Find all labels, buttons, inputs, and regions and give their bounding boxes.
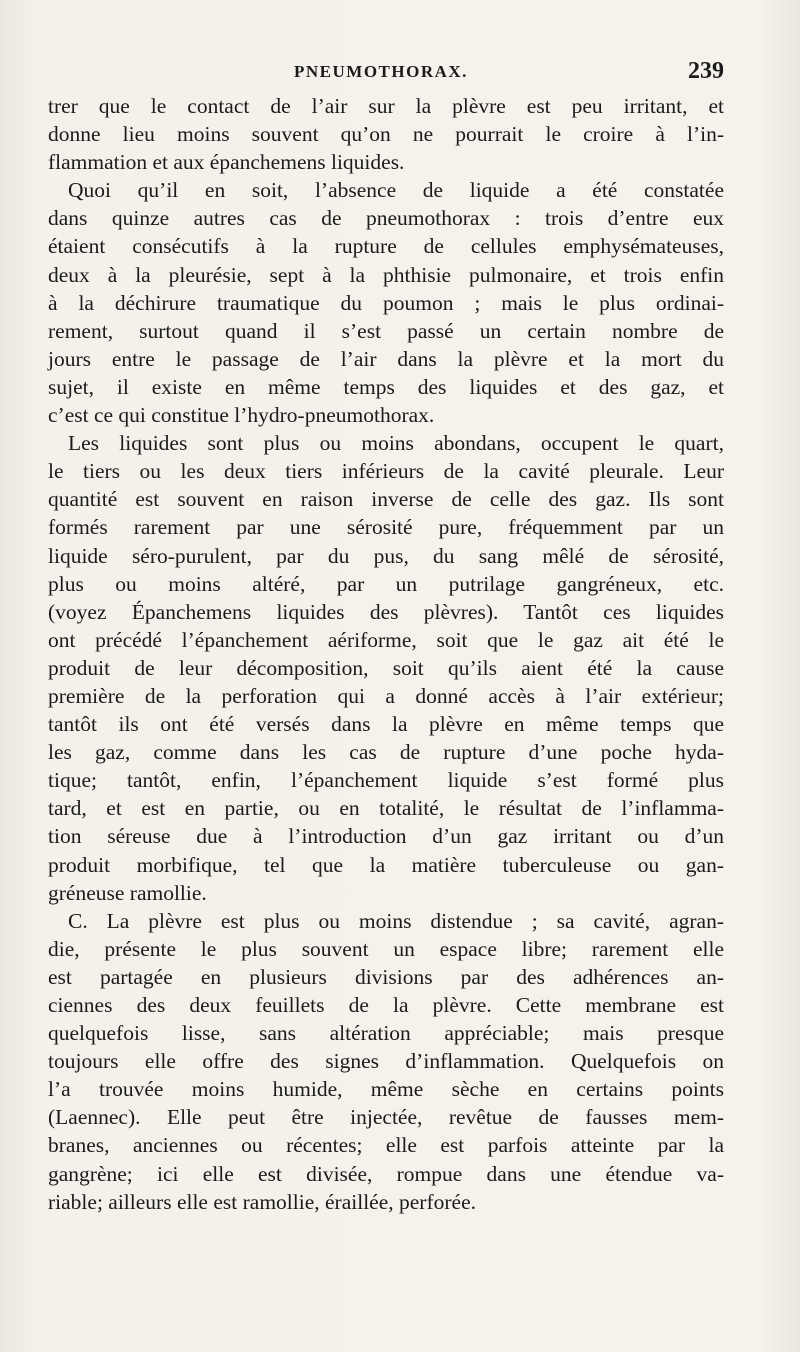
- text-line: l’a trouvée moins humide, même sèche en certains points: [48, 1077, 724, 1102]
- text-line: tion séreuse due à l’introduction d’un gaz irritant ou d’un: [48, 824, 724, 849]
- text-line: riable; ailleurs elle est ramollie, éraillée, perforée.: [48, 1189, 476, 1214]
- text-line: tard, et est en partie, ou en totalité, le résultat de l’inflamma-: [48, 796, 724, 821]
- text-line: (Laennec). Elle peut être injectée, revêtue de fausses mem-: [48, 1105, 724, 1130]
- page-header: [48, 58, 724, 90]
- text-line: formés rarement par une sérosité pure, fréquemment par un: [48, 515, 724, 540]
- text-line: sujet, il existe en même temps des liquides et des gaz, et: [48, 374, 724, 399]
- text-line: à la déchirure traumatique du poumon ; mais le plus ordinai-: [48, 290, 724, 315]
- running-head: PNEUMOTHORAX.: [294, 62, 468, 81]
- text-line: gréneuse ramollie.: [48, 880, 207, 905]
- text-line: trer que le contact de l’air sur la plèvre est peu irritant, et: [48, 94, 724, 118]
- page-number: 239: [688, 58, 724, 84]
- text-line: rement, surtout quand il s’est passé un certain nombre de: [48, 318, 724, 343]
- paragraph-1: [48, 92, 724, 176]
- text-line: deux à la pleurésie, sept à la phthisie pulmonaire, et trois enfin: [48, 262, 724, 287]
- text-line: tantôt ils ont été versés dans la plèvre en même temps que: [48, 712, 724, 737]
- text-line: tique; tantôt, enfin, l’épanchement liquide s’est formé plus: [48, 768, 724, 793]
- text-line: (voyez Épanchemens liquides des plèvres). Tantôt ces liquides: [48, 599, 724, 624]
- text-line: C. La plèvre est plus ou moins distendue ; sa cavité, agran-: [68, 908, 724, 933]
- text-line: liquide séro-purulent, par du pus, du sang mêlé de sérosité,: [48, 543, 724, 568]
- text-line: étaient consécutifs à la rupture de cellules emphysémateuses,: [48, 234, 724, 259]
- text-line: ciennes des deux feuillets de la plèvre. Cette membrane est: [48, 993, 724, 1017]
- text-line: c’est ce qui constitue l’hydro-pneumothorax.: [48, 403, 435, 428]
- text-line: branes, anciennes ou récentes; elle est parfois atteinte par la: [48, 1133, 724, 1158]
- text-line: flammation et aux épanchemens liquides.: [48, 150, 405, 175]
- text-line: jours entre le passage de l’air dans la plèvre et la mort du: [48, 346, 724, 371]
- text-line: toujours elle offre des signes d’inflammation. Quelquefois on: [48, 1049, 724, 1074]
- paragraph-2: [48, 176, 724, 429]
- text-line: quelquefois lisse, sans altération appréciable; mais presque: [48, 1021, 724, 1046]
- text-line: ont précédé l’épanchement aériforme, soit que le gaz ait été le: [48, 627, 724, 652]
- text-line: le tiers ou les deux tiers inférieurs de la cavité pleurale. Leur: [48, 459, 724, 484]
- paragraph-3: [48, 429, 724, 907]
- text-line: les gaz, comme dans les cas de rupture d’une poche hyda-: [48, 740, 724, 765]
- text-line: donne lieu moins souvent qu’on ne pourrait le croire à l’in-: [48, 122, 724, 147]
- body-text: [48, 92, 724, 1216]
- text-line: première de la perforation qui a donné accès à l’air extérieur;: [48, 683, 724, 708]
- text-line: produit morbifique, tel que la matière tuberculeuse ou gan-: [48, 852, 724, 877]
- text-line: die, présente le plus souvent un espace libre; rarement elle: [48, 936, 724, 961]
- text-line: produit de leur décomposition, soit qu’ils aient été la cause: [48, 655, 724, 680]
- text-line: plus ou moins altéré, par un putrilage gangréneux, etc.: [48, 571, 724, 596]
- text-line: quantité est souvent en raison inverse de celle des gaz. Ils sont: [48, 487, 724, 512]
- text-line: dans quinze autres cas de pneumothorax : trois d’entre eux: [48, 206, 724, 231]
- text-line: est partagée en plusieurs divisions par des adhérences an-: [48, 964, 724, 989]
- text-line: Quoi qu’il en soit, l’absence de liquide a été constatée: [68, 178, 724, 203]
- paragraph-4: [48, 907, 724, 1216]
- text-line: Les liquides sont plus ou moins abondans, occupent le quart,: [68, 431, 724, 456]
- text-line: gangrène; ici elle est divisée, rompue dans une étendue va-: [48, 1161, 724, 1186]
